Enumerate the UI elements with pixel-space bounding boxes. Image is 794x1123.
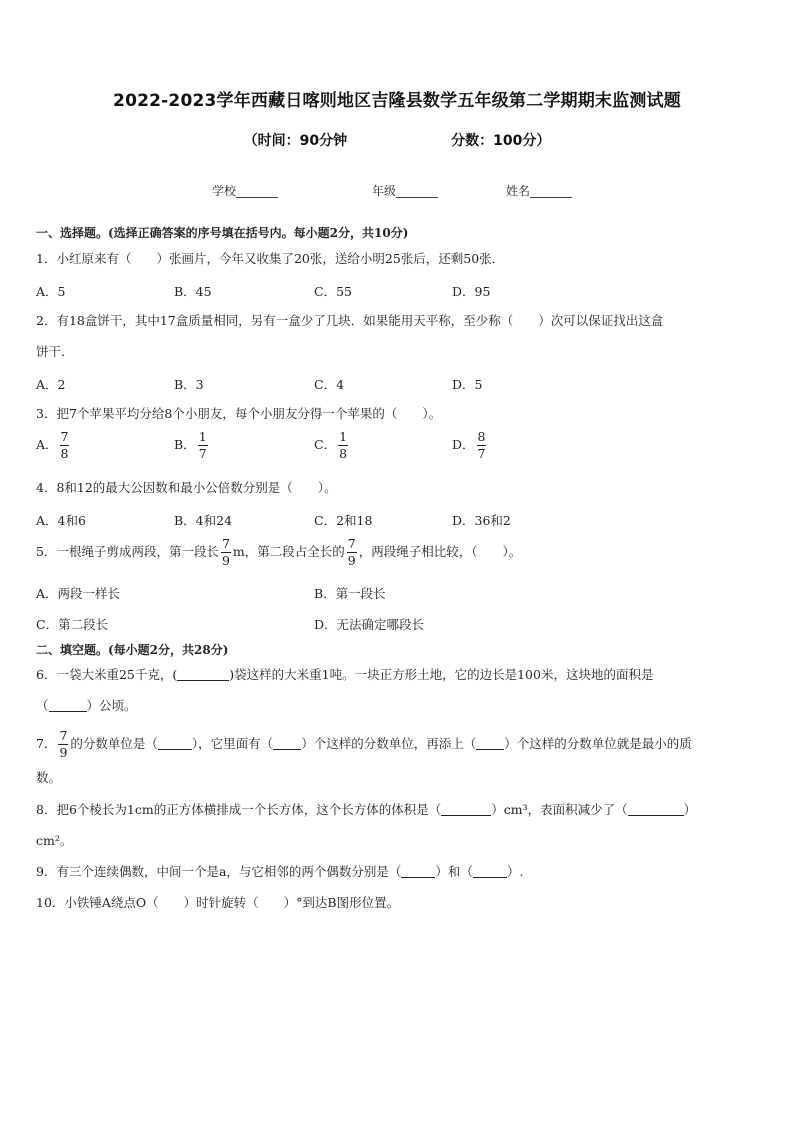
- q3-option-d: [452, 431, 488, 460]
- q3-option-b-fraction: [198, 431, 208, 460]
- question-1: 1．小红原来有（ ）张画片，今年又收集了20张，送给小明25张后，还剩50张．: [36, 251, 505, 266]
- q3-option-c: [314, 431, 350, 460]
- denominator: 7: [477, 445, 486, 461]
- question-9: [36, 864, 523, 880]
- q3-option-c-fraction: [338, 431, 348, 460]
- q6-text-a: 6．一袋大米重25千克，(: [36, 667, 178, 682]
- q7-text-b: 的分数单位是（: [70, 736, 158, 751]
- q4-option-a: A．4和6: [36, 513, 86, 528]
- q6-text-b: )袋这样的大米重1吨。一块正方形土地，它的边长是100米，这块地的面积是: [229, 667, 654, 682]
- q8-text-c: ）: [683, 802, 697, 817]
- q9-text-c: ）.: [506, 864, 524, 879]
- question-10: 10．小铁锤A绕点O（ ）时针旋转（ ）°到达B图形位置。: [36, 895, 400, 910]
- q1-option-c: C．55: [314, 284, 352, 299]
- q8-text-b: ）cm³，表面积减少了（: [491, 802, 628, 817]
- answer-blank[interactable]: [476, 737, 504, 750]
- q4-option-b: B．4和24: [174, 513, 233, 528]
- q3-option-d-label: D．: [452, 437, 475, 452]
- numerator: 7: [221, 536, 230, 551]
- section-fill-heading: 二、填空题。(每小题2分，共28分): [36, 643, 229, 657]
- numerator: 8: [477, 429, 486, 444]
- q3-option-a-label: A．: [36, 437, 58, 452]
- q9-text-a: 9．有三个连续偶数，中间一个是a，与它相邻的两个偶数分别是（: [36, 864, 402, 879]
- q5-option-a: A．两段一样长: [36, 586, 121, 601]
- q7-text-d: ）个这样的分数单位，再添上（: [301, 736, 477, 751]
- numerator: 7: [347, 536, 356, 551]
- denominator: 9: [221, 552, 230, 568]
- q6-text-d: ）公顷。: [86, 698, 137, 713]
- q5-fraction-2: [347, 538, 357, 567]
- denominator: 8: [60, 445, 69, 461]
- q2-option-b: B．3: [174, 377, 204, 392]
- q3-option-a-fraction: [60, 431, 70, 460]
- q5-option-d: D．无法确定哪段长: [314, 617, 425, 632]
- q7-text-a: 7．: [36, 736, 57, 751]
- q5-text-pre: 5．一根绳子剪成两段，第一段长: [36, 544, 219, 559]
- section-choice-heading: 一、选择题。(选择正确答案的序号填在括号内。每小题2分，共10分): [36, 226, 409, 240]
- denominator: 8: [339, 445, 348, 461]
- question-8-line-1: [36, 802, 696, 818]
- q1-option-a: A．5: [36, 284, 66, 299]
- denominator: 9: [347, 552, 356, 568]
- numerator: 1: [198, 429, 207, 444]
- denominator: 7: [198, 445, 207, 461]
- q5-option-c: C．第二段长: [36, 617, 109, 632]
- numerator: 7: [59, 728, 68, 743]
- q3-option-c-label: C．: [314, 437, 337, 452]
- q3-option-b-label: B．: [174, 437, 196, 452]
- answer-blank[interactable]: [158, 737, 192, 750]
- q5-fraction-1: [221, 538, 231, 567]
- q2-option-c: C．4: [314, 377, 345, 392]
- answer-blank[interactable]: [401, 865, 435, 878]
- question-7-line-1: [36, 730, 692, 759]
- q1-option-d: D．95: [452, 284, 491, 299]
- question-6-line-1: [36, 667, 653, 683]
- answer-blank[interactable]: [441, 803, 491, 816]
- answer-blank[interactable]: [273, 737, 301, 750]
- answer-blank[interactable]: [177, 668, 229, 681]
- question-7-line-2: 数。: [36, 770, 62, 785]
- question-4: 4．8和12的最大公因数和最小公倍数分别是（ ）。: [36, 480, 337, 495]
- denominator: 9: [59, 744, 68, 760]
- q3-option-d-fraction: [477, 431, 487, 460]
- q8-text-a: 8．把6个棱长为1cm的正方体横排成一个长方体，这个长方体的体积是（: [36, 802, 442, 817]
- answer-blank[interactable]: [49, 699, 87, 712]
- question-2-line-1: 2．有18盒饼干，其中17盒质量相同，另有一盒少了几块．如果能用天平称，至少称（ ）次可以保证找出这盒: [36, 313, 664, 328]
- q7-text-c: ），它里面有（: [191, 736, 274, 751]
- score-label: 分数：100分）: [451, 133, 551, 149]
- q2-option-d: D．5: [452, 377, 483, 392]
- q7-text-e: ）个这样的分数单位就是最小的质: [504, 736, 692, 751]
- time-label: （时间：90分钟: [243, 133, 348, 149]
- question-3: 3．把7个苹果平均分给8个小朋友，每个小朋友分得一个苹果的（ ）。: [36, 406, 442, 421]
- exam-subtitle: [0, 130, 794, 150]
- question-2-line-2: 饼干．: [36, 344, 74, 359]
- q4-option-d: D．36和2: [452, 513, 511, 528]
- question-6-line-2: [36, 698, 137, 714]
- numerator: 1: [339, 429, 348, 444]
- name-field: 姓名_______: [506, 184, 573, 198]
- q9-text-b: ）和（: [435, 864, 473, 879]
- q7-fraction: [58, 730, 68, 759]
- q4-option-c: C．2和18: [314, 513, 373, 528]
- numerator: 7: [60, 429, 69, 444]
- q3-option-b: [174, 431, 210, 460]
- page-title: 2022-2023学年西藏日喀则地区吉隆县数学五年级第二学期期末监测试题: [113, 91, 681, 111]
- q6-text-c: （: [36, 698, 49, 713]
- question-8-line-2: cm²。: [36, 833, 73, 848]
- q5-option-b: B．第一段长: [314, 586, 386, 601]
- question-5: [36, 538, 521, 567]
- grade-field: 年级_______: [372, 184, 439, 198]
- q2-option-a: A．2: [36, 377, 66, 392]
- q5-text-post: ，两段绳子相比较，（ ）。: [358, 544, 522, 559]
- answer-blank[interactable]: [473, 865, 507, 878]
- q5-text-mid: m，第二段占全长的: [232, 544, 345, 559]
- school-field: 学校_______: [212, 184, 279, 198]
- answer-blank[interactable]: [628, 803, 684, 816]
- q3-option-a: [36, 431, 71, 460]
- q1-option-b: B．45: [174, 284, 212, 299]
